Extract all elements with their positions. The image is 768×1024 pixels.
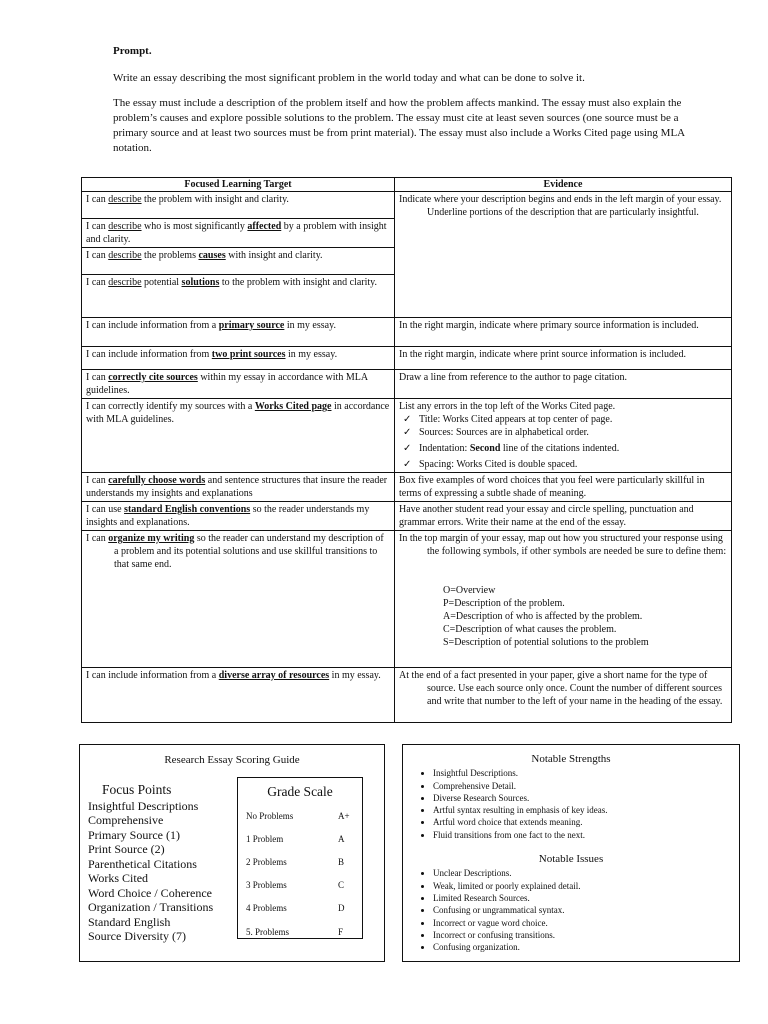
- symbol-overview: O=Overview: [443, 585, 496, 596]
- list-item: • Fluid transitions from one fact to the next.: [433, 829, 739, 841]
- strengths-list: [403, 767, 739, 841]
- header-evidence: Evidence: [395, 178, 732, 192]
- prompt-title: Prompt.: [113, 45, 152, 57]
- target-diverse-resources: I can include information from a diverse array of resources in my essay.: [82, 668, 395, 723]
- list-item: • Confusing or ungrammatical syntax.: [433, 904, 739, 916]
- notable-issues-heading: Notable Issues: [538, 853, 604, 866]
- target-works-cited: I can correctly identify my sources with a Works Cited page in accordance with MLA guidelines.: [82, 399, 395, 473]
- checkmark-icon: ✓: [403, 414, 412, 425]
- evidence-diverse-resources: At the end of a fact presented in your paper, give a short name for the type of source. Use each source only once. Count the number of different sources and write that number to the left of your name in the heading of the essay.: [395, 668, 732, 723]
- table-row: [82, 502, 732, 531]
- symbol-problem: P=Description of the problem.: [443, 598, 565, 609]
- grade-row: No Problems A+: [246, 810, 350, 821]
- list-item: • Artful syntax resulting in emphasis of key ideas.: [433, 804, 739, 816]
- table-row: [82, 370, 732, 399]
- target-cell-describe-group: [82, 192, 395, 318]
- notable-strengths-heading: Notable Strengths: [531, 753, 611, 765]
- checklist-item: ✓ Sources: Sources are in alphabetical order.: [403, 427, 589, 438]
- list-item: • Unclear Descriptions.: [433, 867, 739, 879]
- list-item: Word Choice / Coherence: [88, 885, 212, 900]
- target-describe-causes: I can describe the problems causes with insight and clarity.: [82, 248, 394, 275]
- grade-row: 2 Problems B: [246, 856, 345, 867]
- list-item: Source Diversity (7): [88, 929, 186, 943]
- scoring-guide-title: Research Essay Scoring Guide: [164, 754, 300, 766]
- list-item: • Artful word choice that extends meaning.: [433, 816, 739, 828]
- evidence-works-cited: [395, 399, 732, 473]
- target-cite-sources: I can correctly cite sources within my essay in accordance with MLA guidelines.: [82, 370, 395, 399]
- symbol-affected: A=Description of who is affected by the problem.: [443, 611, 643, 622]
- evidence-organize-writing: In the top margin of your essay, map out how you structured your response using the following symbols, if other symbols are needed be sure to define them: O=Overview P=Description of the problem. A=Description of who is affected by the problem. C=Description of what causes the problem. S=Description of potential solutions to the problem: [395, 531, 732, 668]
- list-item: • Diverse Research Sources.: [433, 792, 739, 804]
- works-cited-checklist: [399, 413, 727, 471]
- evidence-print-sources: In the right margin, indicate where print source information is included.: [395, 347, 732, 370]
- list-item: Print Source (2): [88, 842, 165, 856]
- checkmark-icon: ✓: [403, 459, 412, 470]
- list-item: Parenthetical Citations: [88, 856, 197, 871]
- symbol-solutions: S=Description of potential solutions to the problem: [443, 637, 649, 648]
- evidence-description: Indicate where your description begins and ends in the left margin of your essay. Underline portions of the description that are particularly insightful.: [395, 192, 732, 318]
- list-item: • Incorrect or confusing transitions.: [433, 929, 739, 941]
- focus-points-heading: Focus Points: [102, 782, 172, 797]
- notable-box: [402, 744, 740, 962]
- evidence-cite-sources: Draw a line from reference to the author to page citation.: [395, 370, 732, 399]
- issues-list: [403, 867, 739, 953]
- focus-points-list: [88, 783, 213, 944]
- list-item: • Confusing organization.: [433, 941, 739, 953]
- grade-row: 5. Problems F: [246, 926, 344, 937]
- checkmark-icon: ✓: [403, 443, 412, 454]
- table-row: [82, 668, 732, 723]
- table-row: [82, 192, 732, 318]
- list-item: • Comprehensive Detail.: [433, 780, 739, 792]
- target-primary-source: I can include information from a primary source in my essay.: [82, 318, 395, 347]
- list-item: • Incorrect or vague word choice.: [433, 917, 739, 929]
- works-cited-intro: List any errors in the top left of the Works Cited page.: [399, 401, 616, 412]
- list-item: • Limited Research Sources.: [433, 892, 739, 904]
- grade-row: 4 Problems D: [246, 903, 345, 914]
- checkmark-icon: ✓: [403, 427, 412, 438]
- list-item: Works Cited: [88, 871, 149, 885]
- grade-row: 1 Problem A: [246, 833, 345, 844]
- prompt-paragraph-1: Write an essay describing the most significant problem in the world today and what can be done to solve it.: [113, 72, 585, 84]
- table-header-row: [82, 178, 732, 192]
- list-item: • Insightful Descriptions.: [433, 767, 739, 779]
- checklist-item: ✓ Indentation: Second line of the citations indented.: [403, 443, 620, 454]
- symbol-causes: C=Description of what causes the problem.: [443, 624, 617, 635]
- list-item: • Weak, limited or poorly explained detail.: [433, 880, 739, 892]
- target-organize-writing: I can organize my writing so the reader can understand my description of a problem and its potential solutions and use skillful transitions to that same end.: [82, 531, 395, 668]
- target-describe-solutions: I can describe potential solutions to the problem with insight and clarity.: [86, 277, 377, 288]
- learning-targets-table: [81, 177, 732, 723]
- target-standard-english: I can use standard English conventions so the reader understands my insights and explanations.: [82, 502, 395, 531]
- table-row: [82, 318, 732, 347]
- checklist-item: ✓ Spacing: Works Cited is double spaced.: [403, 459, 578, 470]
- grade-scale-heading: Grade Scale: [267, 784, 333, 799]
- table-row: [82, 347, 732, 370]
- prompt-paragraph-2: The essay must include a description of the problem itself and how the problem affects mankind. The essay must also explain the problem’s causes and explore possible solutions to the problem. The essay must cite at least seven sources (one source must be a primary source and at least two sources must be from print material). The essay must also include a Works Cited page using MLA notation.: [113, 97, 685, 154]
- target-describe-problem: I can describe the problem with insight and clarity.: [82, 192, 394, 219]
- structure-symbols: [399, 584, 727, 649]
- list-item: Organization / Transitions: [88, 900, 214, 914]
- prompt-section: [113, 44, 713, 166]
- list-item: Standard English: [88, 914, 171, 929]
- list-item: Insightful Descriptions: [88, 798, 199, 813]
- grade-row: 3 Problems C: [246, 880, 345, 891]
- checklist-item: ✓ Title: Works Cited appears at top center of page.: [403, 414, 613, 425]
- list-item: Primary Source (1): [88, 827, 180, 842]
- table-row: [82, 399, 732, 473]
- table-row: [82, 473, 732, 502]
- evidence-standard-english: Have another student read your essay and circle spelling, punctuation and grammar errors. Write their name at the end of the essay.: [395, 502, 732, 531]
- evidence-primary-source: In the right margin, indicate where primary source information is included.: [395, 318, 732, 347]
- target-print-sources: I can include information from two print sources in my essay.: [82, 347, 395, 370]
- evidence-choose-words: Box five examples of word choices that you feel were particularly skillful in terms of expressing a subtle shade of meaning.: [395, 473, 732, 502]
- header-focused-learning-target: Focused Learning Target: [82, 178, 395, 192]
- target-describe-affected: I can describe who is most significantly affected by a problem with insight and clarity.: [82, 219, 394, 248]
- list-item: Comprehensive: [88, 813, 164, 827]
- grade-scale-box: [237, 777, 363, 939]
- target-choose-words: I can carefully choose words and sentence structures that insure the reader understands my insights and explanations: [82, 473, 395, 502]
- table-row: [82, 531, 732, 668]
